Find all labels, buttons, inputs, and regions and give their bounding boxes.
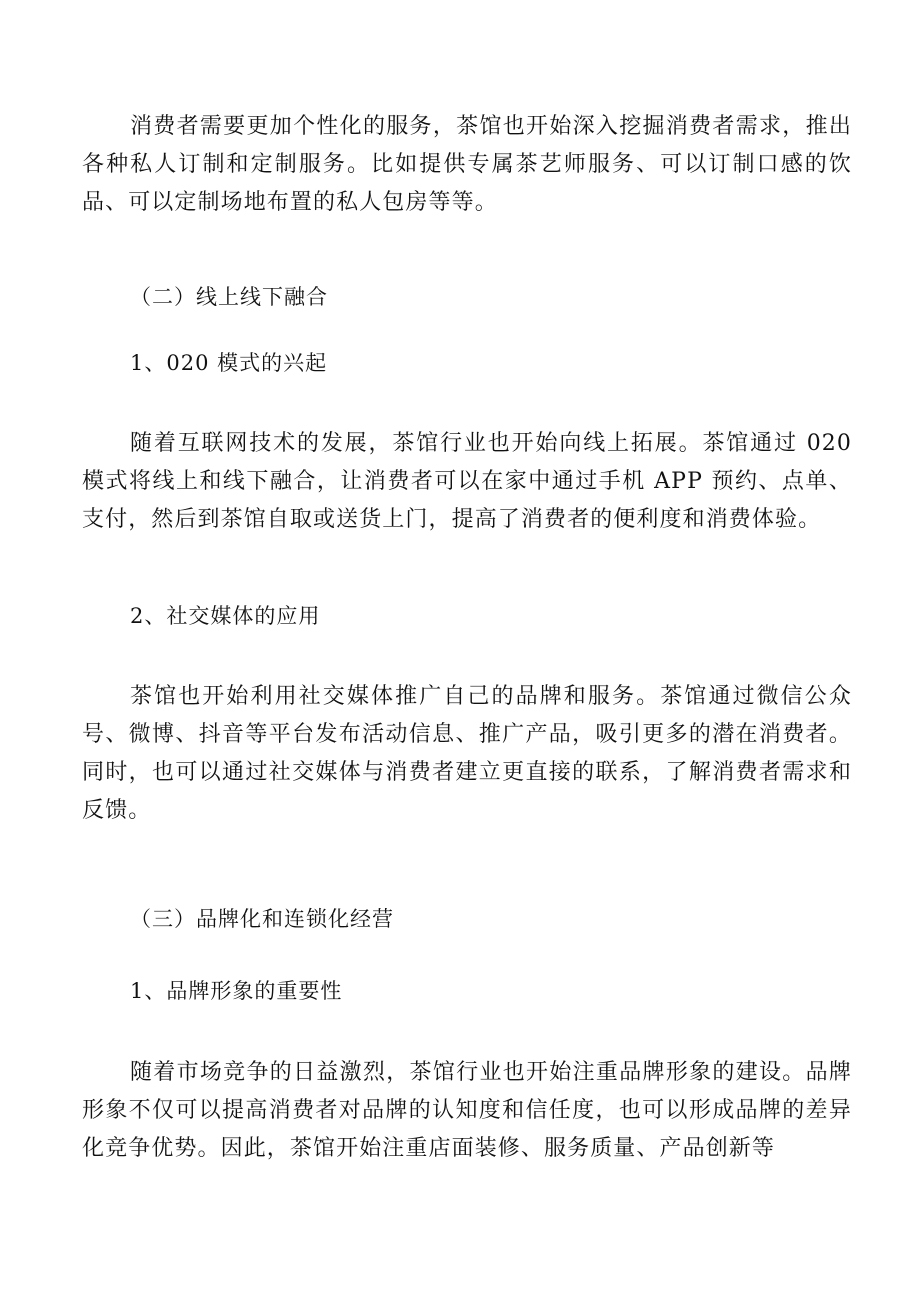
subheading-brand-image: 1、品牌形象的重要性 bbox=[130, 979, 343, 1003]
section-heading-branding: （三）品牌化和连锁化经营 bbox=[130, 907, 394, 931]
section-heading-online-offline: （二）线上线下融合 bbox=[130, 285, 328, 309]
subheading-o2o: 1、020 模式的兴起 bbox=[130, 351, 328, 375]
paragraph-brand-image: 随着市场竞争的日益激烈，茶馆行业也开始注重品牌形象的建设。品牌形象不仅可以提高消费者对品牌的认知度和信任度，也可以形成品牌的差异化竞争优势。因此，茶馆开始注重店面装修、服务质量、产品创新等 bbox=[82, 1060, 852, 1161]
paragraph-o2o: 随着互联网技术的发展，茶馆行业也开始向线上拓展。茶馆通过 020 模式将线上和线下融合，让消费者可以在家中通过手机 APP 预约、点单、支付，然后到茶馆自取或送货上门，提高了消费者的便利度和消费体验。 bbox=[82, 431, 852, 532]
paragraph-personalized-service: 消费者需要更加个性化的服务，茶馆也开始深入挖掘消费者需求，推出各种私人订制和定制服务。比如提供专属茶艺师服务、可以订制口感的饮品、可以定制场地布置的私人包房等等。 bbox=[82, 114, 852, 215]
paragraph-social-media: 茶馆也开始利用社交媒体推广自己的品牌和服务。茶馆通过微信公众号、微博、抖音等平台发布活动信息、推广产品，吸引更多的潜在消费者。同时，也可以通过社交媒体与消费者建立更直接的联系，了解消费者需求和反馈。 bbox=[82, 684, 852, 823]
subheading-social-media: 2、社交媒体的应用 bbox=[130, 604, 321, 628]
